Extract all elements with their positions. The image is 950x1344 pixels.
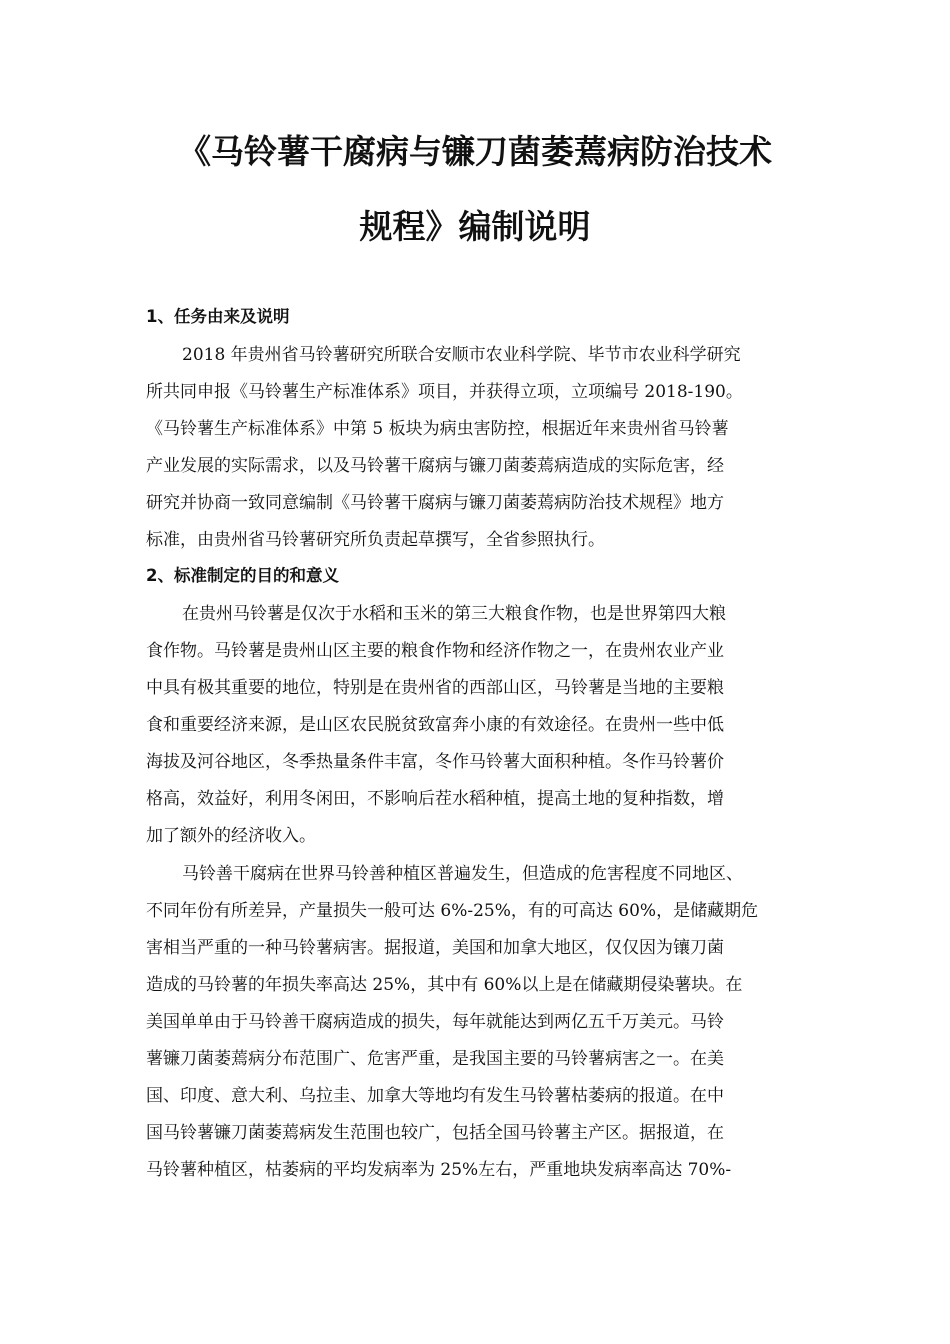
paragraph-line: 造成的马铃薯的年损失率高达 25%，其中有 60%以上是在储藏期侵染薯块。在 [146,975,743,995]
section-heading-1: 1、任务由来及说明 [146,307,290,326]
paragraph-line: 标准，由贵州省马铃薯研究所负责起草撰写，全省参照执行。 [146,530,605,550]
section-heading-2: 2、标准制定的目的和意义 [146,566,339,585]
paragraph-line: 2018 年贵州省马铃薯研究所联合安顺市农业科学院、毕节市农业科学研究 [182,345,741,365]
paragraph-line: 在贵州马铃薯是仅次于水稻和玉米的第三大粮食作物，也是世界第四大粮 [182,604,726,624]
paragraph-line: 食和重要经济来源，是山区农民脱贫致富奔小康的有效途径。在贵州一些中低 [146,715,724,735]
paragraph-line: 海拔及河谷地区，冬季热量条件丰富，冬作马铃薯大面积种植。冬作马铃薯价 [146,752,724,772]
paragraph-line: 马铃善干腐病在世界马铃善种植区普遍发生，但造成的危害程度不同地区、 [182,864,743,884]
paragraph-line: 国、印度、意大利、乌拉圭、加拿大等地均有发生马铃薯枯萎病的报道。在中 [146,1086,724,1106]
paragraph-line: 害相当严重的一种马铃薯病害。据报道，美国和加拿大地区，仅仅因为镶刀菌 [146,938,724,958]
paragraph-line: 马铃薯种植区，枯萎病的平均发病率为 25%左右，严重地块发病率高达 70%- [146,1160,732,1180]
paragraph-line: 格高，效益好，利用冬闲田，不影响后茬水稻种植，提高土地的复种指数，增 [146,789,724,809]
paragraph-line: 美国单单由于马铃善干腐病造成的损失，每年就能达到两亿五千万美元。马铃 [146,1012,724,1032]
paragraph-line: 加了额外的经济收入。 [146,826,316,846]
paragraph-line: 食作物。马铃薯是贵州山区主要的粮食作物和经济作物之一，在贵州农业产业 [146,641,724,661]
paragraph-line: 国马铃薯镰刀菌萎蔫病发生范围也较广，包括全国马铃薯主产区。据报道，在 [146,1123,724,1143]
document-title-line-1: 《马铃薯干腐病与镰刀菌萎蔫病防治技术 [178,132,772,171]
document-title-line-2: 规程》编制说明 [359,207,591,246]
paragraph-line: 《马铃薯生产标准体系》中第 5 板块为病虫害防控，根据近年来贵州省马铃薯 [146,419,729,439]
paragraph-line: 薯镰刀菌萎蔫病分布范围广、危害严重，是我国主要的马铃薯病害之一。在美 [146,1049,724,1069]
paragraph-line: 产业发展的实际需求，以及马铃薯干腐病与镰刀菌萎蔫病造成的实际危害，经 [146,456,724,476]
paragraph-line: 不同年份有所差异，产量损失一般可达 6%-25%，有的可高达 60%，是储藏期危 [146,901,759,921]
paragraph-line: 所共同申报《马铃薯生产标准体系》项目，并获得立项，立项编号 2018-190。 [146,382,743,402]
paragraph-line: 研究并协商一致同意编制《马铃薯干腐病与镰刀菌萎蔫病防治技术规程》地方 [146,493,724,513]
paragraph-line: 中具有极其重要的地位，特别是在贵州省的西部山区，马铃薯是当地的主要粮 [146,678,724,698]
